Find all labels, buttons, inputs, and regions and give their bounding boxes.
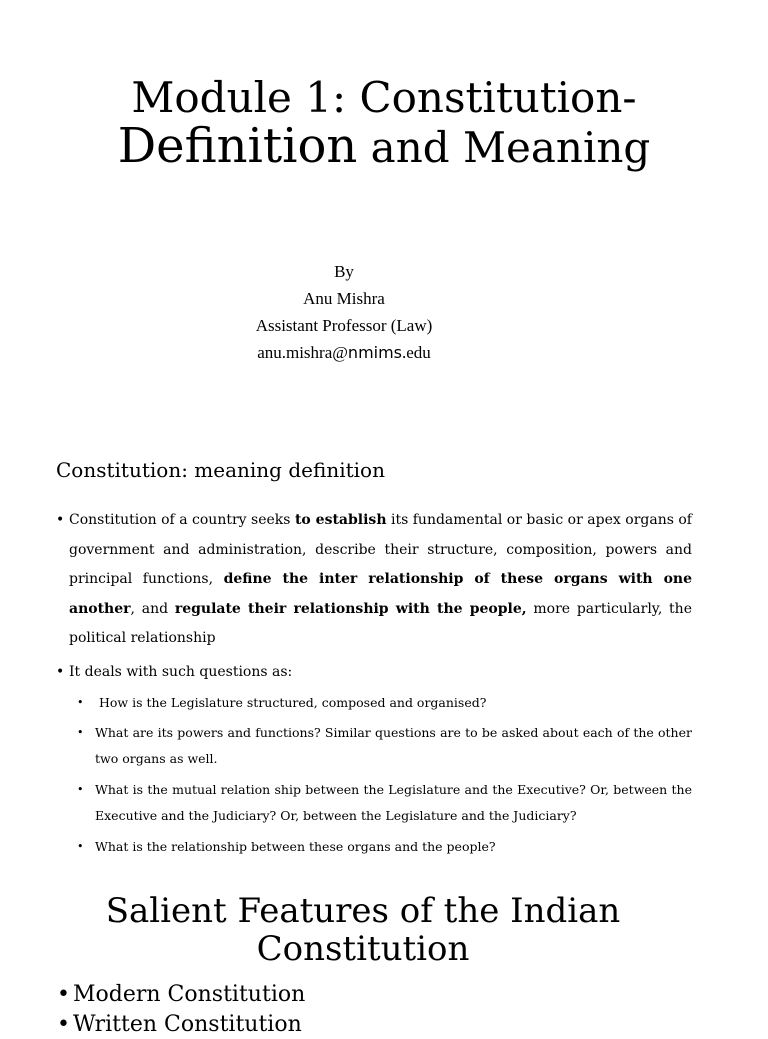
text-run: Constitution of a country seeks <box>69 512 295 528</box>
bullet-definition <box>56 506 692 654</box>
feature-dot: • <box>57 982 70 1007</box>
byline-by: By <box>334 262 354 281</box>
title-rest: and Meaning <box>357 123 651 172</box>
feature-label: Written Constitution <box>73 1012 302 1037</box>
author-byline <box>150 258 538 366</box>
sub-bullet <box>77 690 692 716</box>
sub-bullet-dot: • <box>77 783 84 796</box>
feature-dot: • <box>57 1012 70 1037</box>
sub-bullet-text: What are its powers and functions? Similar questions are to be asked about each of the other two organs as well. <box>95 725 692 766</box>
email-user: anu.mishra@ <box>257 343 348 362</box>
sub-bullet-dot: • <box>77 696 84 709</box>
bullet-questions <box>56 661 692 683</box>
sub-bullet <box>77 777 692 829</box>
slide-title <box>0 74 768 181</box>
author-name: Anu Mishra <box>303 289 385 308</box>
feature-item <box>57 1011 302 1039</box>
feature-label: Modern Constitution <box>73 982 306 1007</box>
bold-run: define the inter relationship of these organs with one another <box>69 571 692 617</box>
text-run: its fundamental or basic or apex organs of government and administration, describe their structure, composition, powers and principal functions, <box>69 512 692 587</box>
section-heading: Constitution: meaning definition <box>56 458 385 482</box>
bold-run: regulate their relationship with the people, <box>174 600 527 617</box>
title-line-2 <box>0 118 768 181</box>
email-domain: nmims <box>347 343 403 362</box>
sub-bullet-text: How is the Legislature structured, composed and organised? <box>95 695 487 710</box>
sub-bullet <box>77 720 692 772</box>
email-tld: .edu <box>402 343 431 362</box>
bullet-text <box>69 506 692 654</box>
sub-bullet-text: What is the relationship between these organs and the people? <box>95 839 496 854</box>
title-word-definition: Definition <box>117 118 358 174</box>
author-email <box>150 339 538 366</box>
text-run: more particularly, the political relationship <box>69 600 692 646</box>
sub-bullet-dot: • <box>77 840 84 853</box>
features-heading: Salient Features of the Indian Constitution <box>105 891 621 969</box>
sub-bullet-dot: • <box>77 726 84 739</box>
sub-bullet <box>77 834 692 860</box>
sub-bullet-text: What is the mutual relation ship between the Legislature and the Executive? Or, between the Executive and the Judiciary? Or, between the Legislature and the Judiciary? <box>95 782 692 823</box>
title-line-1: Module 1: Constitution- <box>131 73 637 122</box>
bullet-dot: • <box>56 512 65 528</box>
bullet-text: It deals with such questions as: <box>69 664 293 680</box>
bold-run: to establish <box>294 512 387 528</box>
bullet-dot: • <box>56 664 65 680</box>
feature-item <box>57 981 305 1009</box>
author-role: Assistant Professor (Law) <box>255 316 433 335</box>
text-run: , and <box>130 600 175 617</box>
